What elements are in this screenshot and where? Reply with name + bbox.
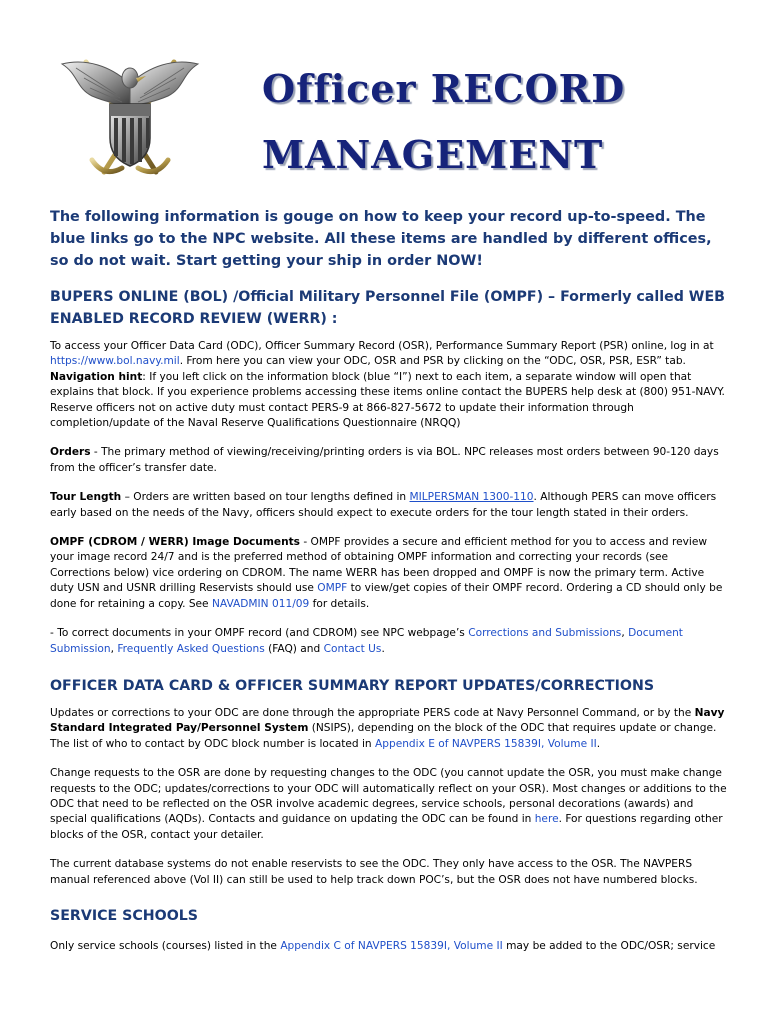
document-submission-link[interactable]: Document Submission [50,627,683,655]
navadmin-link[interactable]: NAVADMIN 011/09 [211,597,310,610]
navigation-hint-label: Navigation hint [50,370,143,383]
corrections-submissions-link[interactable]: Corrections and Submissions [468,627,622,640]
nsips-label: Navy Standard Integrated Pay/Personnel System [50,706,725,735]
ompf-paragraph: OMPF (CDROM / WERR) Image Documents - OMPF provides a secure and efficient method for you to access and review your image record 24/7 and is the preferred method of obtaining OMPF information and correcting your records (see Corrections below) vice ordering on CDROM. The name WERR has been dropped and OMPF is now the primary term. Active duty USN and USNR drilling Reservists should use OMPF to view/get copies of their OMPF record. Ordering a CD should only be done for retaining a copy. See NAVADMIN 011/09 for details. [50,536,723,610]
ompf-link[interactable]: OMPF [317,582,348,595]
intro-paragraph: The following information is gouge on how to keep your record up-to-speed. The blue links go to the NPC website. All these items are handled by different offices, so do not wait. Start getting your ship in order NOW! [50,209,712,269]
appendix-c-link[interactable]: Appendix C of NAVPERS 15839I, Volume II [280,939,503,952]
faq-link[interactable]: Frequently Asked Questions [117,642,265,655]
document-body [50,206,730,954]
service-schools-paragraph: Only service schools (courses) listed in the Appendix C of NAVPERS 15839I, Volume II may be added to the ODC/OSR; service [50,939,716,952]
milpersman-link[interactable]: MILPERSMAN 1300-110 [409,491,534,504]
title-line-1: Officer RECORD [262,66,626,111]
bupers-heading: BUPERS ONLINE (BOL) /Official Military Personnel File (OMPF) – Formerly called WEB ENABLED RECORD REVIEW (WERR) : [50,289,725,327]
service-schools-heading: SERVICE SCHOOLS [50,907,199,924]
corrections-paragraph: - To correct documents in your OMPF record (and CDROM) see NPC webpage’s Corrections and Submissions, Document Submission, Frequently Asked Questions (FAQ) and Contact Us. [50,627,683,655]
title-line-2: MANAGEMENT [262,132,604,177]
ompf-label: OMPF (CDROM / WERR) Image Documents [50,536,300,549]
tour-length-paragraph: Tour Length – Orders are written based on tour lengths defined in MILPERSMAN 1300-110. Although PERS can move officers early based on the needs of the Navy, officers should expect to execute orders for the tour length stated in their orders. [50,491,717,519]
contact-us-link[interactable]: Contact Us [323,642,382,655]
navy-officer-crest-logo [56,44,204,184]
odc-updates-paragraph: Updates or corrections to your ODC are done through the appropriate PERS code at Navy Personnel Command, or by the Navy Standard Integrated Pay/Personnel System (NSIPS), depending on the block of the ODC that requires update or change. The list of who to contact by ODC block number is located in Appendix E of NAVPERS 15839I, Volume II. [50,706,725,750]
bol-access-paragraph: To access your Officer Data Card (ODC), Officer Summary Record (OSR), Performance Summary Report (PSR) online, log in at https://www.bol.navy.mil. From here you can view your ODC, OSR and PSR by clicking on the “ODC, OSR, PSR, ESR” tab. Navigation hint: If you left click on the information block (blue “I”) next to each item, a separate window will open that explains that block. If you experience problems accessing these items online contact the BUPERS help desk at (800) 951-NAVY. Reserve officers not on active duty must contact PERS-9 at 866-827-5672 to update their information through completion/update of the Naval Reserve Qualifications Questionnaire (NRQQ) [50,340,725,430]
osr-changes-paragraph: Change requests to the OSR are done by requesting changes to the ODC (you cannot update the OSR, you must make change requests to the ODC; updates/corrections to your ODC will automatically reflect on your OSR). Most changes or additions to the ODC that need to be reflected on the OSR involve academic degrees, service schools, personal decorations (awards) and special qualifications (AQDs). Contacts and guidance on updating the ODC can be found in here. For questions regarding other blocks of the OSR, contact your detailer. [50,767,727,841]
bol-link[interactable]: https://www.bol.navy.mil [50,355,180,368]
appendix-e-link[interactable]: Appendix E of NAVPERS 15839I, Volume II [375,737,597,750]
navy-officer-eagle-crest-icon [56,44,204,184]
odc-heading: OFFICER DATA CARD & OFFICER SUMMARY REPORT UPDATES/CORRECTIONS [50,677,655,694]
odc-guidance-link[interactable]: here [534,813,559,826]
orders-label: Orders [50,446,91,459]
orders-paragraph: Orders - The primary method of viewing/receiving/printing orders is via BOL. NPC releases most orders between 90-120 days from the officer’s transfer date. [50,446,719,474]
tour-length-label: Tour Length [50,491,122,504]
reservist-database-paragraph: The current database systems do not enable reservists to see the ODC. They only have access to the OSR. The NAVPERS manual referenced above (Vol II) can still be used to help track down POC’s, but the OSR does not have numbered blocks. [50,858,698,886]
page-title [262,56,702,188]
